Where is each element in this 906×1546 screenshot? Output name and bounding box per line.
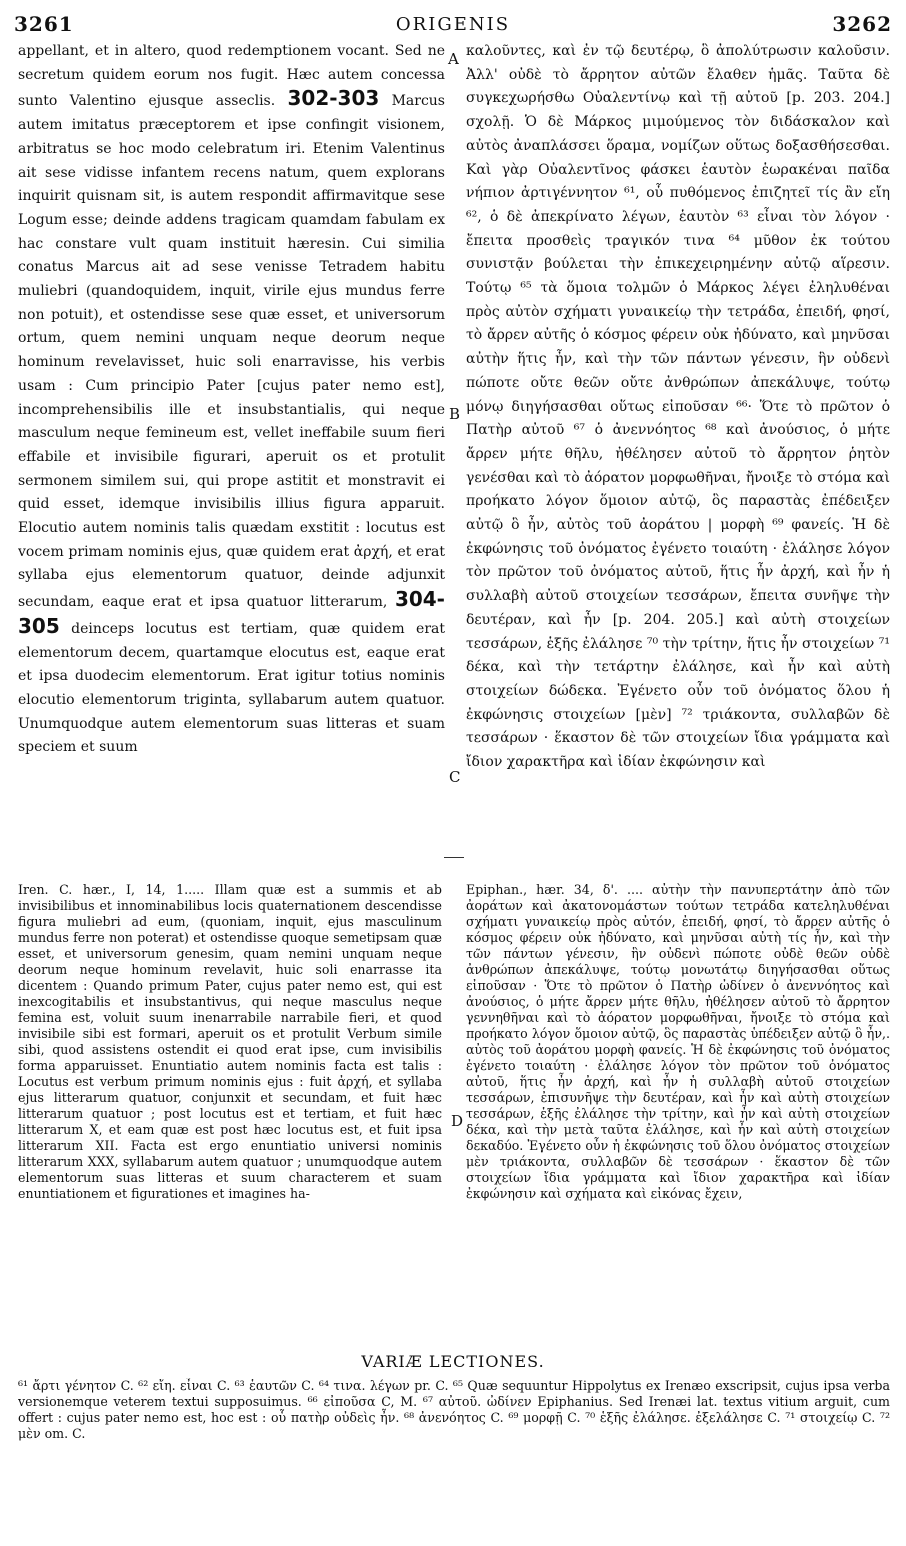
variae-lectiones-text: ⁶¹ ἄρτι γένητον C. ⁶² εἴη. εἶναι C. ⁶³ ἑαυτῶν C. ⁶⁴ τινα. λέγων pr. C. ⁶⁵ Quæ sequuntur Hippolytus ex Irenæo exscripsit, cujus ipsa verba versionemque veterem textui supposuimus. ⁶⁶ εἰποῦσα C, M. ⁶⁷ αὐτοῦ. ὠδίνεν Epiphanius. Sed Irenæi lat. textus vitium arguit, cum offert : cujus pater nemo est, hoc est : οὗ πατὴρ οὐδεὶς ἦν. ⁶⁸ ἀνενόητος C. ⁶⁹ μορφῇ C. ⁷⁰ ἑξῆς ἐλάλησε. ἐξελάλησε C. ⁷¹ στοιχείῳ C. ⁷² μὲν om. C. [18, 1378, 890, 1441]
margin-marker-b: B [449, 405, 461, 423]
greek-text-column: καλοῦντες, καὶ ἐν τῷ δευτέρῳ, ὃ ἀπολύτρωσιν καλοῦσιν. Ἀλλ' οὐδὲ τὸ ἄρρητον αὐτῶν ἔλαθεν ἡμᾶς. Ταῦτα δὲ συγκεχωρήσθω Οὐαλεντίνῳ καὶ τῇ αὐτοῦ [p. 203. 204.] σχολῇ. Ὁ δὲ Μάρκος μιμούμενος τὸν διδάσκαλον καὶ αὐτὸς ἀναπλάσσει ὅραμα, νομίζων οὕτως δοξασθήσεσθαι. Καὶ γὰρ Οὐαλεντῖνος φάσκει ἑαυτὸν ἑωρακέναι παῖδα νήπιον ἀρτιγέννητον ⁶¹, οὗ πυθόμενος ἐπιζητεῖ τίς ἂν εἴη ⁶², ὁ δὲ ἀπεκρίνατο λέγων, ἑαυτὸν ⁶³ εἶναι τὸν λόγον · ἔπειτα προσθεὶς τραγικόν τινα ⁶⁴ μῦθον ἐκ τούτου συνιστᾷν βούλεται τὴν ἐπικεχειρημένην αὐτῷ αἵρεσιν. Τούτῳ ⁶⁵ τὰ ὅμοια τολμῶν ὁ Μάρκος λέγει ἐληλυθέναι πρὸς αὐτὸν σχήματι γυναικείῳ τὴν τετράδα, ἐπειδή, φησί, τὸ ἄρρεν αὐτῆς ὁ κόσμος φέρειν οὐκ ἠδύνατο, καὶ μηνῦσαι αὐτὴν ἥτις ἦν, καὶ τὴν τῶν πάντων γένεσιν, ἣν οὐδενὶ πώποτε οὔτε θεῶν οὔτε ἀνθρώπων ἀπεκάλυψε, τούτῳ μόνῳ διηγήσασθαι οὕτως εἰποῦσαν ⁶⁶· Ὅτε τὸ πρῶτον ὁ Πατὴρ αὐτοῦ ⁶⁷ ὁ ἀνεννόητος ⁶⁸ καὶ ἀνούσιος, ὁ μήτε ἄρρεν μήτε θῆλυ, ἠθέλησεν αὐτοῦ τὸ ἄρρητον ῥητὸν γενέσθαι καὶ τὸ ἀόρατον μορφωθῆναι, ἤνοιξε τὸ στόμα καὶ προήκατο λόγον ὅμοιον αὐτῷ, ὃς παραστὰς ἐπέδειξεν αὐτῷ ὃ ἦν, αὐτὸς τοῦ ἀοράτου | μορφὴ ⁶⁹ φανείς. Ἡ δὲ ἐκφώνησις τοῦ ὀνόματος ἐγένετο τοιαύτη · ἐλάλησε λόγον τὸν πρῶτον τοῦ ὀνόματος αὐτοῦ, ἥτις ἦν ἀρχή, καὶ ἦν ἡ συλλαβὴ αὐτοῦ στοιχείων τεσσάρων, ἔπειτα συνῆψε τὴν δευτέραν, καὶ ἦν [p. 204. 205.] καὶ αὐτὴ στοιχείων τεσσάρων, ἑξῆς ἐλάλησε ⁷⁰ τὴν τρίτην, ἥτις ἦν στοιχείων ⁷¹ δέκα, καὶ τὴν τετάρτην ἐλάλησε, καὶ ἦν καὶ αὐτὴ στοιχείων δώδεκα. Ἐγένετο οὖν τοῦ ὀνόματος ὅλου ἡ ἐκφώνησις στοιχείων [μὲν] ⁷² τριάκοντα, συλλαβῶν δὲ τεσσάρων · ἕκαστον δὲ τῶν στοιχείων ἴδια γράμματα καὶ ἴδιον χαρακτῆρα καὶ ἰδίαν ἐκφώνησιν καὶ [466, 43, 890, 771]
latin-text-part-2: Marcus autem imitatus præceptorem et ipse confingit visionem, arbitratus se hoc modo celebratum iri. Etenim Valentinus ait sese vidisse infantem recens natum, quem explorans inquirit quisnam sit, is autem respondit affirmavitque sese Logum esse; deinde addens tragicam quamdam fabulam ex hac constare vult quam instituit hæresin. Cui similia conatus Marcus ait ad sese venisse Tetradem habitu muliebri (quandoquidem, inquit, virile ejus mundus ferre non potuit), et ostendisse sese quæ esset, et universorum ortum, quem nemini unquam neque deorum neque hominum revelavisset, huic soli enarravisse, his verbis usam : Cum principio Pater [cujus pater nemo est], incomprehensibilis ille et insubstantialis, qui neque masculum neque femineum est, vellet ineffabile suum fieri effabile et invisibile figurari, aperuit os et protulit sermonem similem sui, qui prope astitit et monstravit ei quid esset, idemque invisibilis illius figura apparuit. Elocutio autem nominis talis quædam exstitit : locutus est vocem primam nominis ejus, quæ quidem erat ἀρχή, et erat syllaba ejus elementorum quatuor, deinde adjunxit secundam, eaque erat et ipsa quatuor litterarum, [18, 93, 445, 611]
section-divider [444, 857, 464, 858]
running-header [14, 12, 892, 40]
column-reference-304-305: 304-305 [18, 587, 445, 638]
margin-marker-c: C [449, 768, 461, 786]
latin-text-part-1: appellant, et in altero, quod redemptionem vocant. Sed ne secretum quidem eorum nos fugit. Hæc autem concessa sunto Valentino ejusque asseclis. [18, 43, 445, 110]
variae-lectiones-heading: VARIÆ LECTIONES. [361, 1352, 545, 1371]
right-page-number: 3262 [832, 12, 892, 36]
latin-text-part-3: deinceps locutus est tertiam, quæ quidem erat elementorum decem, quartamque elocutus est, eaque erat et ipsa duodecim elementorum. Erat igitur totius nominis elocutio elementorum triginta, syllabarum autem quatuor. Unumquodque autem elementorum suas litteras et suam speciem et suum [18, 620, 445, 756]
margin-marker-a: A [448, 50, 459, 68]
epiphanius-parallel-note: Epiphan., hær. 34, δ'. .... αὐτὴν τὴν πανυπερτάτην ἀπὸ τῶν ἀοράτων καὶ ἀκατονομάστων τούτων τετράδα κατεληλυθέναι σχήματι γυναικείῳ πρὸς αὐτόν, ἐπειδή, φησί, τὸ ἄρρεν αὐτῆς ὁ κόσμος φέρειν οὐκ ἠδύνατο, καὶ μηνῦσαι αὐτὴ τίς ἦν, καὶ τὴν τῶν πάντων γένεσιν, ἣν οὐδενὶ πώποτε οὐδὲ θεῶν οὐδὲ ἀνθρώπων ἀπεκάλυψε, τούτῳ μονωτάτῳ διηγήσασθαι οὕτως εἰποῦσαν · Ὅτε τὸ πρῶτον ὁ Πατὴρ ὠδίνεν ὁ ἀνεννόητος καὶ ἀνούσιος, ὁ μήτε ἄρρεν μήτε θῆλυ, ἠθέλησεν αὐτοῦ τὸ ἄρρητον γεννηθῆναι καὶ τὸ ἀόρατον μορφωθῆναι, ἤνοιξε τὸ στόμα καὶ προήκατο λόγον ὅμοιον αὐτῷ, ὃς παραστὰς ὑπέδειξεν αὐτῷ ὃ ἦν,. αὐτὸς τοῦ ἀοράτου μορφὴ φανείς. Ἡ δὲ ἐκφώνησις τοῦ ὀνόματος ἐγένετο τοιαύτη · ἐλάλησε λόγον τὸν πρῶτον τοῦ ὀνόματος αὐτοῦ, ἥτις ἦν ἀρχή, καὶ ἦν ἡ συλλαβὴ αὐτοῦ στοιχείων τεσσάρων, ἐπισυνῆψε τὴν δευτέραν, καὶ ἦν καὶ αὐτὴ στοιχείων τεσσάρων, ἑξῆς ἐλάλησε τὴν τρίτην, καὶ ἦν καὶ αὐτὴ στοιχείων δέκα, καὶ τὴν μετὰ ταῦτα ἐλάλησε, καὶ ἦν καὶ αὐτὴ στοιχείων δεκαδύο. Ἐγένετο οὖν ἡ ἐκφώνησις τοῦ ὅλου ὀνόματος στοιχείων μὲν τριάκοντα, συλλαβῶν δὲ τεσσάρων · ἕκαστον δὲ τῶν στοιχείων ἴδια γράμματα καὶ ἴδιον χαρακτῆρα καὶ ἰδίαν ἐκφώνησιν καὶ σχήματα καὶ εἰκόνας ἔχειν, [466, 882, 890, 1201]
latin-text-column [18, 40, 445, 840]
irenaeus-parallel-note: Iren. C. hær., I, 14, 1..... Illam quæ est a summis et ab invisibilibus et innominabilibus locis quaternationem descendisse figura muliebri ad eum, (quoniam, inquit, ejus masculinum mundus ferre non poterat) et ostendisse quoque semetipsam quæ esset, et universorum genesim, quam nemini unquam neque deorum neque hominum revelavit, huic soli enarrasse ita dicentem : Quando primum Pater, cujus pater nemo est, qui est inexcogitabilis et insubstantivus, qui neque masculus neque femina est, voluit suum inenarrabile narrabile fieri, et quod invisibile sibi est formari, aperuit os et protulit Verbum simile sibi, quod assistens ostendit ei quod erat ipse, cum invisibilis forma apparuisset. Enuntiatio autem nominis facta est talis : Locutus est verbum primum nominis ejus : fuit ἀρχή, et syllaba ejus litterarum quatuor, conjunxit et secundam, et fuit hæc litterarum quatuor ; post locutus est et tertiam, et fuit hæc litterarum X, et eam quæ est post hæc locutus est, et fuit ipsa litterarum XII. Facta est ergo enuntiatio universi nominis litterarum XXX, syllabarum autem quatuor ; unumquodque autem elementorum suas litteras et suum characterem et suam enuntiationem et figurationes et imagines ha- [18, 882, 442, 1201]
margin-marker-d: D [451, 1112, 464, 1130]
column-reference-302-303: 302-303 [287, 86, 380, 111]
page-title: ORIGENIS [395, 14, 511, 35]
left-page-number: 3261 [14, 12, 74, 36]
